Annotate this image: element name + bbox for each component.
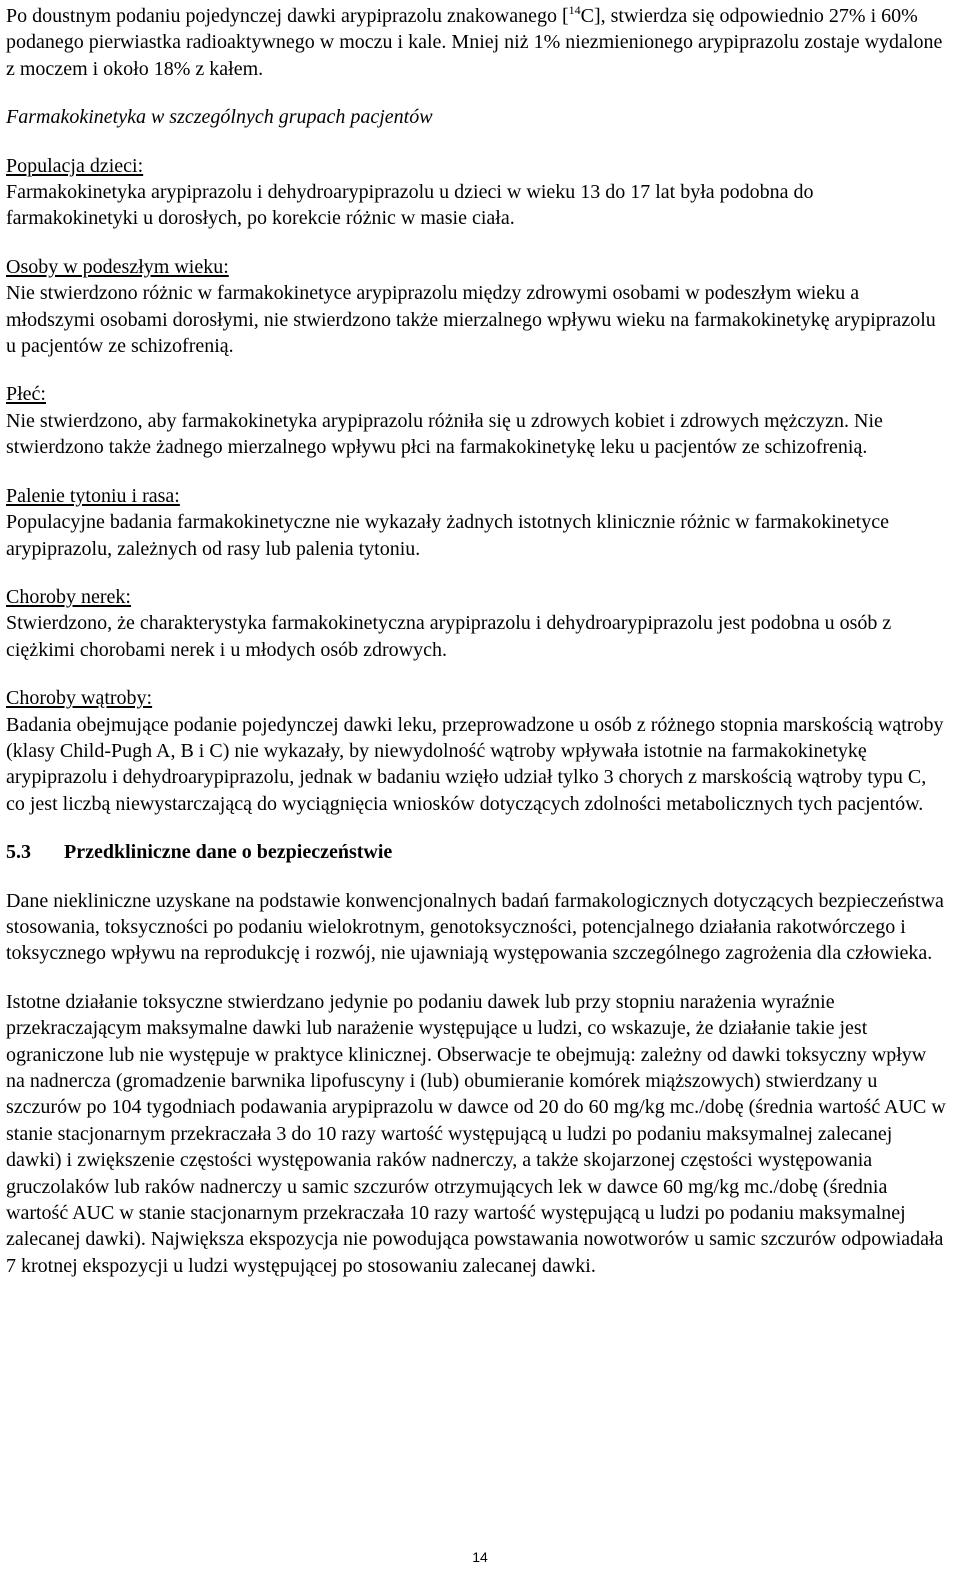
group-text: Nie stwierdzono, aby farmakokinetyka arypiprazolu różniła się u zdrowych kobiet i zdrowych mężczyzn. Nie stwierdzono także żadnego mierzalnego wpływu płci na farmakokinetykę leku u pacjentów ze schizofrenią.: [6, 409, 883, 459]
group-title: Populacja dzieci:: [6, 154, 144, 177]
group-title: Płeć:: [6, 383, 46, 406]
group-text: Badania obejmujące podanie pojedynczej dawki leku, przeprowadzone u osób z różnego stopnia marskością wątroby (klasy Child-Pugh A, B i C) nie wykazały, by niewydolność wątroby wpływała istotnie na farmakokinetykę arypiprazolu i dehydroarypiprazolu, jednak w badaniu wzięło udział tylko 3 chorych z marskością wątroby typu C, co jest liczbą niewystarczającą do wyciągnięcia wniosków dotyczących zdolności metabolicznych tych pacjentów.: [6, 713, 944, 815]
isotope-superscript: 14: [568, 3, 581, 17]
group-hepatic: [6, 685, 946, 817]
preclinical-paragraph-2: Istotne działanie toksyczne stwierdzano jedynie po podaniu dawek lub przy stopniu narażenia wyraźnie przekraczającym maksymalne dawki lub narażenie występujące u ludzi, co wskazuje, że działanie takie jest ograniczone lub nie występuje w praktyce klinicznej. Obserwacje te obejmują: zależny od dawki toksyczny wpływ na nadnercza (gromadzenie barwnika lipofuscyny i (lub) obumieranie komórek miąższowych) stwierdzany u szczurów po 104 tygodniach podawania arypiprazolu w dawce od 20 do 60 mg/kg mc./dobę (średnia wartość AUC w stanie stacjonarnym przekraczała 3 do 10 razy wartość występującą u ludzi po podaniu maksymalnej zalecanej dawki) i zwiększenie częstości występowania raków nadnerczy, a także skojarzonej częstości występowania gruczolaków lub raków nadnerczy u samic szczurów otrzymujących lek w dawce 60 mg/kg mc./dobę (średnia wartość AUC w stanie stacjonarnym przekraczała 10 razy wartość występującą u ludzi po podaniu maksymalnej zalecanej dawki). Największa ekspozycja nie powodująca powstawania nowotworów u samic szczurów odpowiadała 7 krotnej ekspozycji u ludzi występującej po stosowaniu zalecanej dawki.: [6, 990, 946, 1277]
group-title: Osoby w podeszłym wieku:: [6, 255, 229, 278]
special-groups-heading: Farmakokinetyka w szczególnych grupach pacjentów: [6, 106, 433, 129]
intro-paragraph: [6, 3, 946, 82]
preclinical-paragraph-1: Dane niekliniczne uzyskane na podstawie konwencjonalnych badań farmakologicznych dotyczących bezpieczeństwa stosowania, toksyczności po podaniu wielokrotnym, genotoksyczności, potencjalnego działania rakotwórczego i toksycznego wpływu na reprodukcję i rozwój, nie ujawniają występowania szczególnego zagrożenia dla człowieka.: [6, 889, 944, 965]
document-page: [6, 3, 946, 1301]
group-text: Populacyjne badania farmakokinetyczne nie wykazały żadnych istotnych klinicznie różnic w farmakokinetyce arypiprazolu, zależnych od rasy lub palenia tytoniu.: [6, 511, 889, 560]
group-text: Stwierdzono, że charakterystyka farmakokinetyczna arypiprazolu i dehydroarypiprazolu jest podobna u osób z ciężkimi chorobami nerek i u młodych osób zdrowych.: [6, 612, 892, 661]
group-text: Nie stwierdzono różnic w farmakokinetyce arypiprazolu między zdrowymi osobami w podeszłym wieku a młodszymi osobami dorosłymi, nie stwierdzono także mierzalnego wpływu wieku na farmakokinetykę arypiprazolu u pacjentów ze schizofrenią.: [6, 282, 936, 358]
intro-text-part2: C], stwierdza się odpowiednio 27% i 60% podanego pierwiastka radioaktywnego w moczu i kale. Mniej niż 1% niezmienionego arypiprazolu zostaje wydalone z moczem i około 18% z kałem.: [6, 5, 943, 80]
group-sex: [6, 381, 946, 460]
page-number: 14: [472, 1549, 488, 1565]
intro-text-part1: Po doustnym podaniu pojedynczej dawki arypiprazolu znakowanego [: [6, 5, 569, 27]
section-heading: [6, 839, 946, 865]
group-title: Choroby nerek:: [6, 585, 131, 608]
group-children: [6, 153, 946, 232]
group-title: Palenie tytoniu i rasa:: [6, 484, 180, 507]
group-renal: [6, 584, 946, 663]
section-title: Przedkliniczne dane o bezpieczeństwie: [64, 841, 393, 864]
group-text: Farmakokinetyka arypiprazolu i dehydroarypiprazolu u dzieci w wieku 13 do 17 lat była podobna do farmakokinetyki u dorosłych, po korekcie różnic w masie ciała.: [6, 181, 814, 230]
group-title: Choroby wątroby:: [6, 687, 153, 710]
section-number: 5.3: [6, 841, 31, 864]
group-smoking-race: [6, 483, 946, 562]
group-elderly: [6, 254, 946, 360]
